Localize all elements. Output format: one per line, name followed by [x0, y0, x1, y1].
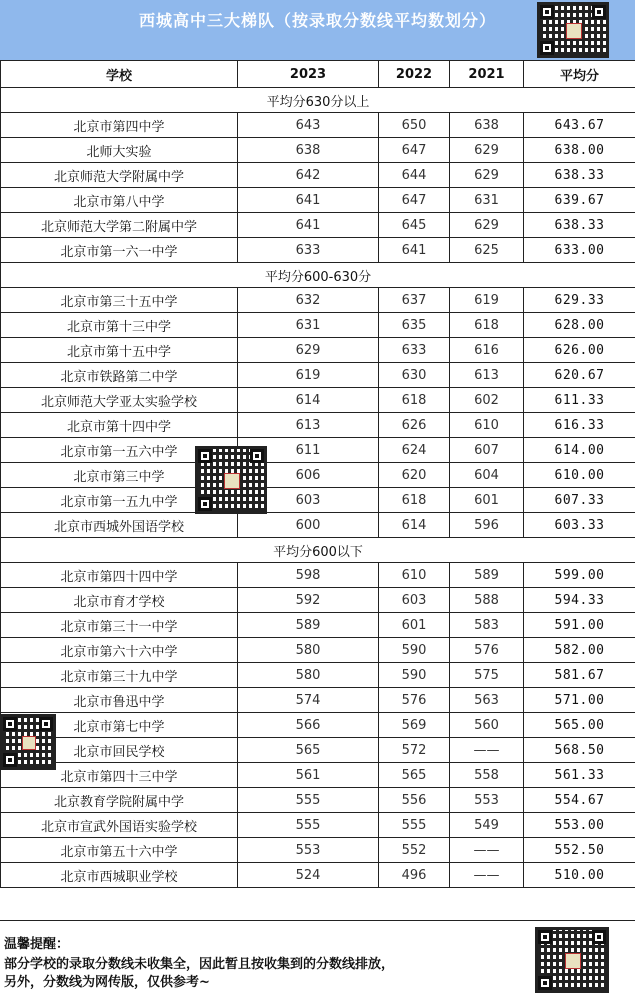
- school-name: 北京市第一六一中学: [1, 238, 238, 263]
- table-row: [1, 763, 635, 788]
- header-2021: 2021: [450, 61, 524, 88]
- table-row: [1, 113, 635, 138]
- score-2021: 629: [450, 213, 524, 238]
- score-2022: 610: [379, 563, 450, 588]
- table-row: [1, 388, 635, 413]
- table-header-row: [1, 61, 635, 88]
- score-2021: 625: [450, 238, 524, 263]
- school-name: 北京市宣武外国语实验学校: [1, 813, 238, 838]
- table-row: [1, 663, 635, 688]
- score-2021: 607: [450, 438, 524, 463]
- page-title: 西城高中三大梯队（按录取分数线平均数划分）: [0, 8, 635, 31]
- table-row: [1, 363, 635, 388]
- qr-code-icon: [537, 2, 609, 58]
- score-2022: 633: [379, 338, 450, 363]
- school-name: 北京市第三十一中学: [1, 613, 238, 638]
- score-2021: ——: [450, 838, 524, 863]
- table-row: [1, 463, 635, 488]
- table-row: [1, 863, 635, 888]
- average-score: 611.33: [524, 388, 635, 413]
- table-row: [1, 613, 635, 638]
- score-2021: 596: [450, 513, 524, 538]
- average-score: 561.33: [524, 763, 635, 788]
- score-2022: 637: [379, 288, 450, 313]
- score-2023: 633: [238, 238, 379, 263]
- score-2023: 555: [238, 813, 379, 838]
- table-row: [1, 713, 635, 738]
- score-2022: 650: [379, 113, 450, 138]
- average-score: 552.50: [524, 838, 635, 863]
- average-score: 571.00: [524, 688, 635, 713]
- average-score: 568.50: [524, 738, 635, 763]
- table-body: [1, 88, 635, 888]
- score-2023: 643: [238, 113, 379, 138]
- score-2022: 644: [379, 163, 450, 188]
- table-row: [1, 513, 635, 538]
- school-name: 北京师范大学亚太实验学校: [1, 388, 238, 413]
- score-2021: 629: [450, 163, 524, 188]
- school-name: 北京市第七中学: [1, 713, 238, 738]
- table-row: [1, 188, 635, 213]
- score-2023: 611: [238, 438, 379, 463]
- average-score: 614.00: [524, 438, 635, 463]
- score-2023: 592: [238, 588, 379, 613]
- score-2021: 602: [450, 388, 524, 413]
- score-2021: 558: [450, 763, 524, 788]
- score-2022: 620: [379, 463, 450, 488]
- score-2021: ——: [450, 863, 524, 888]
- score-2021: 629: [450, 138, 524, 163]
- score-2023: 642: [238, 163, 379, 188]
- table-row: [1, 738, 635, 763]
- header-average: 平均分: [524, 61, 635, 88]
- average-score: 582.00: [524, 638, 635, 663]
- score-2022: 496: [379, 863, 450, 888]
- school-name: 北京市第八中学: [1, 188, 238, 213]
- average-score: 639.67: [524, 188, 635, 213]
- score-2022: 647: [379, 188, 450, 213]
- score-2023: 614: [238, 388, 379, 413]
- group-label: 平均分600以下: [1, 538, 635, 563]
- header-school: 学校: [1, 61, 238, 88]
- score-2023: 598: [238, 563, 379, 588]
- school-name: 北京市第十四中学: [1, 413, 238, 438]
- school-name: 北京市鲁迅中学: [1, 688, 238, 713]
- school-name: 北京市西城职业学校: [1, 863, 238, 888]
- school-name: 北京市第四十四中学: [1, 563, 238, 588]
- score-2022: 645: [379, 213, 450, 238]
- school-name: 北京教育学院附属中学: [1, 788, 238, 813]
- average-score: 629.33: [524, 288, 635, 313]
- average-score: 638.00: [524, 138, 635, 163]
- score-2023: 600: [238, 513, 379, 538]
- score-2023: 561: [238, 763, 379, 788]
- score-2021: 601: [450, 488, 524, 513]
- score-2023: 619: [238, 363, 379, 388]
- table-row: [1, 838, 635, 863]
- note-heading: 温馨提醒：: [4, 933, 69, 952]
- score-2021: 610: [450, 413, 524, 438]
- school-name: 北京市第十五中学: [1, 338, 238, 363]
- group-label: 平均分600-630分: [1, 263, 635, 288]
- table-row: [1, 638, 635, 663]
- table-row: [1, 338, 635, 363]
- score-table: [0, 60, 635, 888]
- score-2023: 638: [238, 138, 379, 163]
- score-2021: 613: [450, 363, 524, 388]
- score-2021: 619: [450, 288, 524, 313]
- average-score: 610.00: [524, 463, 635, 488]
- average-score: 620.67: [524, 363, 635, 388]
- note-line: 另外，分数线为网传版，仅供参考~: [4, 971, 210, 990]
- table-row: [1, 438, 635, 463]
- table-row: [1, 163, 635, 188]
- average-score: 628.00: [524, 313, 635, 338]
- score-2022: 635: [379, 313, 450, 338]
- average-score: 638.33: [524, 163, 635, 188]
- score-2021: 604: [450, 463, 524, 488]
- score-2022: 569: [379, 713, 450, 738]
- score-2021: 553: [450, 788, 524, 813]
- school-name: 北京市第三中学: [1, 463, 238, 488]
- score-2022: 618: [379, 388, 450, 413]
- table-row: [1, 688, 635, 713]
- school-name: 北京市第五十六中学: [1, 838, 238, 863]
- qr-code-icon: [0, 714, 56, 770]
- table-row: [1, 563, 635, 588]
- score-2021: 618: [450, 313, 524, 338]
- average-score: 616.33: [524, 413, 635, 438]
- score-2023: 555: [238, 788, 379, 813]
- school-name: 北京市第四十三中学: [1, 763, 238, 788]
- group-header-row: [1, 263, 635, 288]
- score-2021: 588: [450, 588, 524, 613]
- score-2021: 616: [450, 338, 524, 363]
- score-2022: 576: [379, 688, 450, 713]
- score-2021: 583: [450, 613, 524, 638]
- school-name: 北京市第十三中学: [1, 313, 238, 338]
- average-score: 599.00: [524, 563, 635, 588]
- group-header-row: [1, 538, 635, 563]
- average-score: 626.00: [524, 338, 635, 363]
- school-name: 北京市育才学校: [1, 588, 238, 613]
- school-name: 北京市铁路第二中学: [1, 363, 238, 388]
- score-2022: 565: [379, 763, 450, 788]
- score-2023: 524: [238, 863, 379, 888]
- header-2022: 2022: [379, 61, 450, 88]
- score-2022: 618: [379, 488, 450, 513]
- table-row: [1, 813, 635, 838]
- score-2023: 580: [238, 638, 379, 663]
- qr-code-icon: [535, 927, 609, 993]
- score-2021: ——: [450, 738, 524, 763]
- table-row: [1, 288, 635, 313]
- score-2022: 601: [379, 613, 450, 638]
- school-name: 北京市第一五六中学: [1, 438, 238, 463]
- score-2023: 606: [238, 463, 379, 488]
- school-name: 北京师范大学附属中学: [1, 163, 238, 188]
- score-2023: 613: [238, 413, 379, 438]
- score-2021: 563: [450, 688, 524, 713]
- school-name: 北京市第六十六中学: [1, 638, 238, 663]
- score-2021: 560: [450, 713, 524, 738]
- score-2022: 647: [379, 138, 450, 163]
- score-2022: 630: [379, 363, 450, 388]
- score-2022: 552: [379, 838, 450, 863]
- score-2021: 549: [450, 813, 524, 838]
- average-score: 554.67: [524, 788, 635, 813]
- school-name: 北京市第一五九中学: [1, 488, 238, 513]
- table-row: [1, 488, 635, 513]
- table-row: [1, 588, 635, 613]
- score-2021: 576: [450, 638, 524, 663]
- table-row: [1, 788, 635, 813]
- score-2023: 629: [238, 338, 379, 363]
- average-score: 591.00: [524, 613, 635, 638]
- score-2022: 603: [379, 588, 450, 613]
- score-2021: 589: [450, 563, 524, 588]
- score-2023: 553: [238, 838, 379, 863]
- group-header-row: [1, 88, 635, 113]
- table-row: [1, 413, 635, 438]
- score-2023: 589: [238, 613, 379, 638]
- average-score: 553.00: [524, 813, 635, 838]
- score-2022: 624: [379, 438, 450, 463]
- score-2021: 575: [450, 663, 524, 688]
- average-score: 510.00: [524, 863, 635, 888]
- school-name: 北京市第三十五中学: [1, 288, 238, 313]
- table-row: [1, 313, 635, 338]
- table-row: [1, 238, 635, 263]
- score-2021: 631: [450, 188, 524, 213]
- score-2022: 590: [379, 663, 450, 688]
- score-2023: 566: [238, 713, 379, 738]
- average-score: 594.33: [524, 588, 635, 613]
- average-score: 603.33: [524, 513, 635, 538]
- school-name: 北京市第四中学: [1, 113, 238, 138]
- school-name: 北京市西城外国语学校: [1, 513, 238, 538]
- header-2023: 2023: [238, 61, 379, 88]
- score-2023: 574: [238, 688, 379, 713]
- score-2022: 572: [379, 738, 450, 763]
- table-row: [1, 138, 635, 163]
- score-2023: 641: [238, 188, 379, 213]
- qr-code-icon: [195, 446, 267, 514]
- score-2022: 641: [379, 238, 450, 263]
- score-2022: 626: [379, 413, 450, 438]
- score-2023: 631: [238, 313, 379, 338]
- school-name: 北京市第三十九中学: [1, 663, 238, 688]
- group-label: 平均分630分以上: [1, 88, 635, 113]
- score-2023: 641: [238, 213, 379, 238]
- footer-note: [0, 920, 635, 998]
- school-name: 北京师范大学第二附属中学: [1, 213, 238, 238]
- average-score: 643.67: [524, 113, 635, 138]
- score-2023: 565: [238, 738, 379, 763]
- average-score: 581.67: [524, 663, 635, 688]
- score-2022: 614: [379, 513, 450, 538]
- score-2022: 590: [379, 638, 450, 663]
- table-row: [1, 213, 635, 238]
- average-score: 565.00: [524, 713, 635, 738]
- score-2022: 555: [379, 813, 450, 838]
- score-2022: 556: [379, 788, 450, 813]
- note-line: 部分学校的录取分数线未收集全，因此暂且按收集到的分数线排放，: [4, 953, 394, 972]
- average-score: 638.33: [524, 213, 635, 238]
- school-name: 北师大实验: [1, 138, 238, 163]
- score-2023: 632: [238, 288, 379, 313]
- score-2021: 638: [450, 113, 524, 138]
- average-score: 633.00: [524, 238, 635, 263]
- score-2023: 580: [238, 663, 379, 688]
- average-score: 607.33: [524, 488, 635, 513]
- score-2023: 603: [238, 488, 379, 513]
- school-name: 北京市回民学校: [1, 738, 238, 763]
